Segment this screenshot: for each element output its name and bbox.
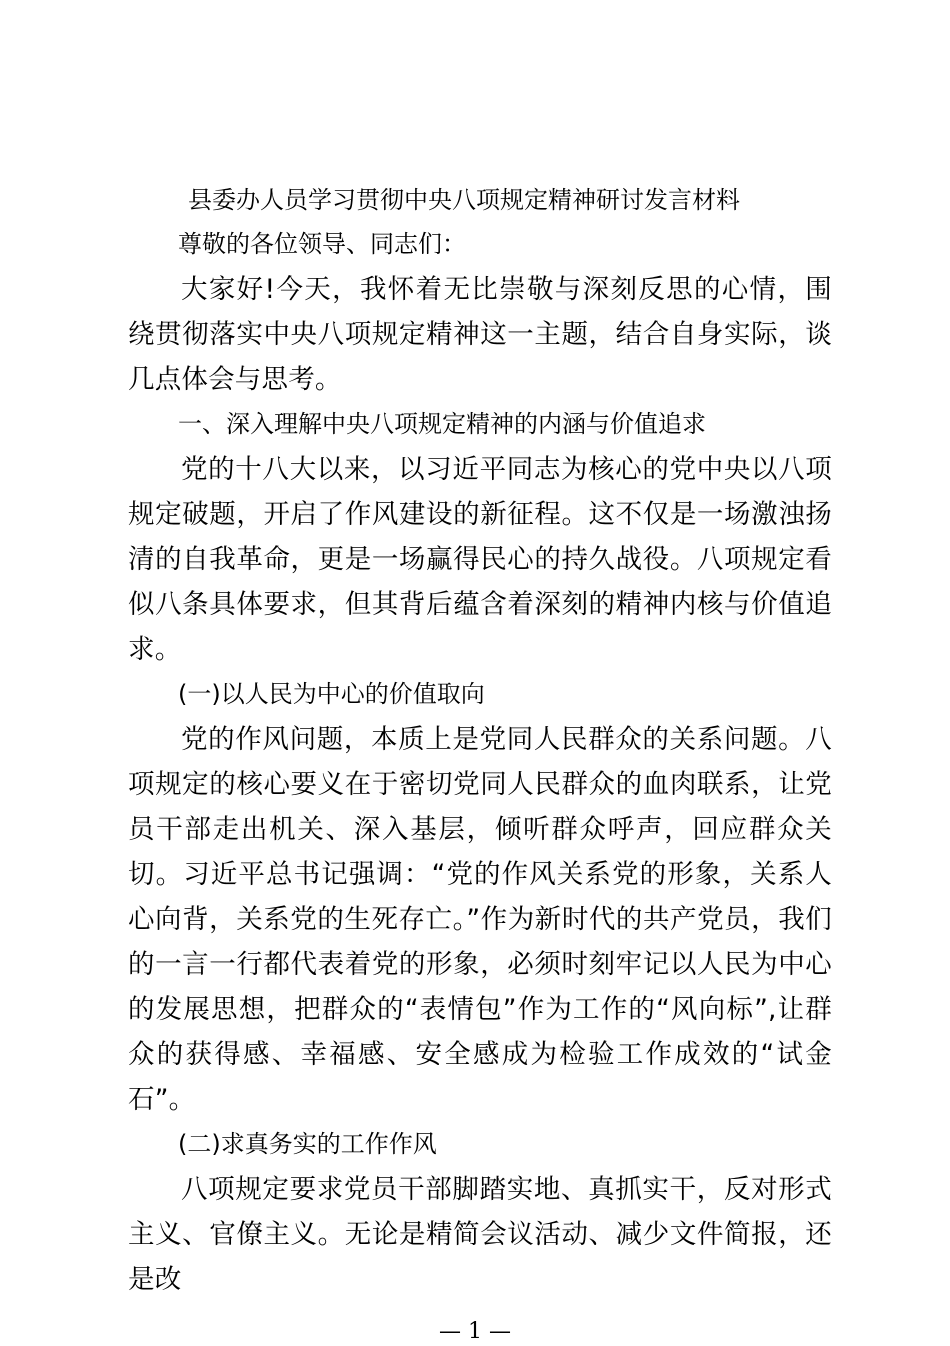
subsection-2-heading: (二)求真务实的工作作风 xyxy=(178,1130,437,1158)
subsection-1-heading: (一)以人民为中心的价值取向 xyxy=(178,680,485,708)
section-1-paragraph: 党的十八大以来，以习近平同志为核心的党中央以八项规定破题，开启了作风建设的新征程。这不仅是一场激浊扬清的自我革命，更是一场赢得民心的持久战役。八项规定看似八条具体要求，但其背后蕴含着深刻的精神内核与价值追求。 xyxy=(128,454,832,665)
page-number: — 1 — xyxy=(439,1319,511,1344)
salutation: 尊敬的各位领导、同志们： xyxy=(178,230,466,258)
section-1-heading: 一、深入理解中央八项规定精神的内涵与价值追求 xyxy=(178,410,706,438)
subsection-2-paragraph: 八项规定要求党员干部脚踏实地、真抓实干，反对形式主义、官僚主义。无论是精简会议活动、减少文件简报，还是改 xyxy=(128,1174,832,1295)
document-title: 县委办人员学习贯彻中央八项规定精神研讨发言材料 xyxy=(188,186,740,214)
intro-paragraph: 大家好!今天，我怀着无比崇敬与深刻反思的心情，围绕贯彻落实中央八项规定精神这一主题，结合自身实际，谈几点体会与思考。 xyxy=(128,274,832,395)
document-body xyxy=(128,222,832,1302)
subsection-1-paragraph: 党的作风问题，本质上是党同人民群众的关系问题。八项规定的核心要义在于密切党同人民群众的血肉联系，让党员干部走出机关、深入基层，倾听群众呼声，回应群众关切。习近平总书记强调：“党的作风关系党的形象，关系人心向背，关系党的生死存亡。”作为新时代的共产党员，我们的一言一行都代表着党的形象，必须时刻牢记以人民为中心的发展思想，把群众的“表情包”作为工作的“风向标”,让群众的获得感、幸福感、安全感成为检验工作成效的“试金石”。 xyxy=(128,724,832,1115)
